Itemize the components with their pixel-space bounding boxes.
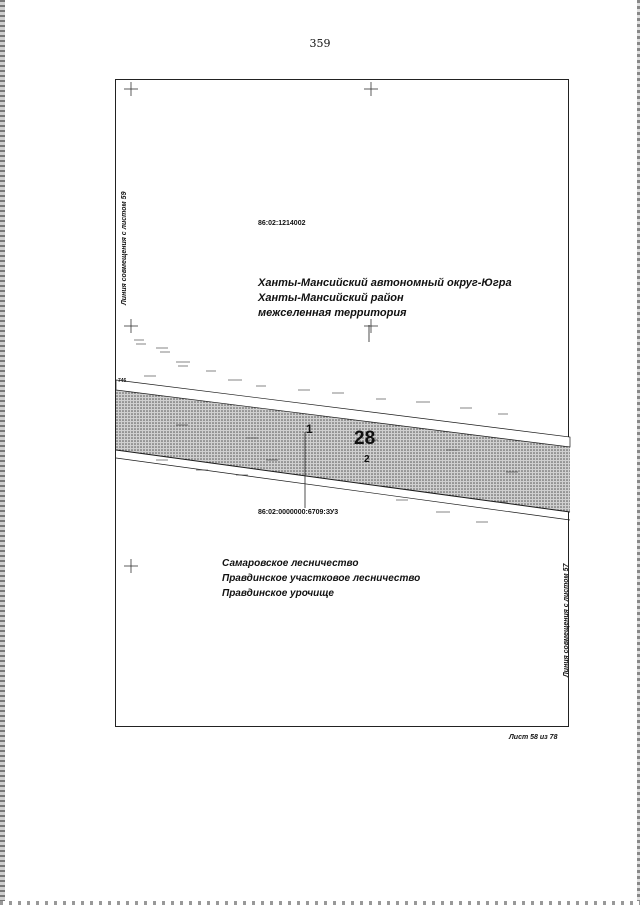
point-2-label: 2 [364,454,370,465]
point-1-label: 1 [306,422,313,436]
scan-edge-left [0,0,5,905]
map-frame [115,79,569,727]
left-edge-mark: 746 [118,378,127,384]
map-graphic [116,80,570,728]
parcel-id-top: 86:02:1214002 [258,220,306,227]
region-line-3: межселенная территория [258,307,407,319]
corridor-number: 28 [354,428,376,449]
parcel-id-bottom: 86:02:0000000:6709:ЗУ3 [258,509,339,516]
region-line-1: Ханты-Мансийский автономный округ-Югра [258,277,512,289]
region-label [258,276,512,321]
right-join-line-label: Линия совмещения с листом 57 [563,563,570,677]
forestry-line-2: Правдинское участковое лесничество [222,573,421,584]
left-join-line-label: Линия совмещения с листом 59 [121,191,128,305]
forestry-label [222,556,420,601]
sheet-number: Лист 58 из 78 [509,734,558,741]
page-number: 359 [309,37,331,50]
forestry-line-3: Правдинское урочище [222,588,334,599]
grid-crosses [124,82,378,573]
scan-edge-bottom [0,901,640,905]
forestry-line-1: Самаровское лесничество [222,558,359,569]
region-line-2: Ханты-Мансийский район [258,292,404,304]
